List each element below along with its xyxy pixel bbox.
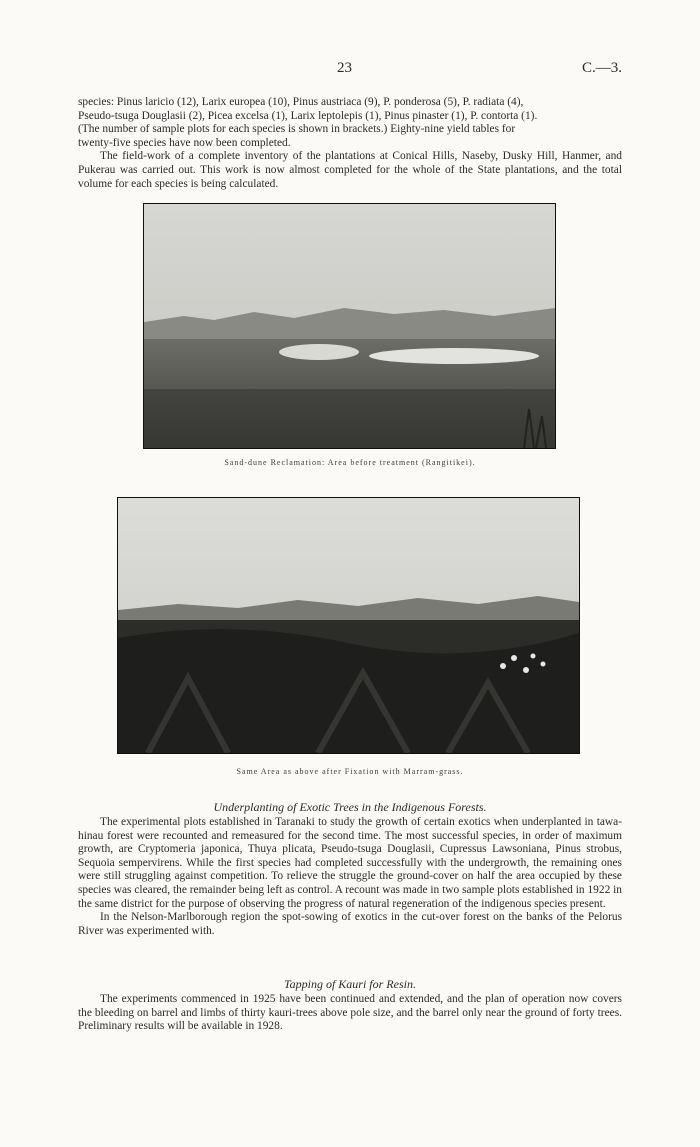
underplanting-text — [78, 816, 622, 938]
species-line-1: species: Pinus laricio (12), Larix europea (10), Pinus austriaca (9), P. ponderosa (5), P. radiata (4), — [78, 96, 524, 108]
sand-dune-before-photo — [143, 203, 556, 449]
figure-caption-2: Same Area as above after Fixation with Marram-grass. — [236, 767, 464, 776]
species-line-3: (The number of sample plots for each species is shown in brackets.) Eighty-nine yield tables for — [78, 123, 516, 136]
kauri-paragraph: The experiments commenced in 1925 have been continued and extended, and the plan of operation now covers the bleeding on barrel and limbs of thirty kauri-trees above pole size, and the barrel only near the ground of forty trees. Preliminary results will be available in 1928. — [78, 993, 622, 1033]
page-number: 23 — [337, 60, 352, 76]
figure-caption-1: Sand-dune Reclamation: Area before treatment (Rangitikei). — [224, 458, 476, 467]
intro-text — [78, 96, 622, 191]
kauri-text — [78, 993, 622, 1034]
species-line-4: twenty-five species have now been completed. — [78, 136, 291, 149]
page-header — [0, 60, 700, 82]
sand-dune-after-photo — [117, 497, 580, 754]
section-heading-kauri: Tapping of Kauri for Resin. — [284, 977, 416, 991]
document-reference: C.—3. — [581, 60, 622, 76]
species-line-2: Pseudo-tsuga Douglasii (2), Picea excelsa (1), Larix leptolepis (1), Pinus pinaster (1), P. contorta (1). — [78, 109, 538, 122]
underplanting-paragraph-1: The experimental plots established in Taranaki to study the growth of certain exotics when underplanted in tawa-hinau forest were recounted and remeasured for the second time. The most successful species, in order of maximum growth, are Cryptomeria japonica, Thuya plicata, Pseudo-tsuga Douglasii, Cupressus Lawsoniana, Pinus strobus, Sequoia sempervirens. While the first species had completed successfully with the undergrowth, the remaining ones were still struggling against competition. To relieve the struggle the ground-cover on half the area occupied by these species was cleared, the remainder being left as control. A recount was made in two sample plots established in 1922 in the same district for the purpose of observing the progress of natural regeneration of the indigenous species present. — [78, 816, 622, 910]
underplanting-paragraph-2: In the Nelson-Marlborough region the spot-sowing of exotics in the cut-over forest on the banks of the Pelorus River was experimented with. — [78, 911, 622, 937]
field-work-paragraph: The field-work of a complete inventory of the plantations at Conical Hills, Naseby, Dusky Hill, Hanmer, and Pukerau was carried out. This work is now almost completed for the whole of the State plantations, and the total volume for each species is being calculated. — [78, 150, 622, 190]
section-heading-underplanting: Underplanting of Exotic Trees in the Indigenous Forests. — [213, 800, 487, 814]
